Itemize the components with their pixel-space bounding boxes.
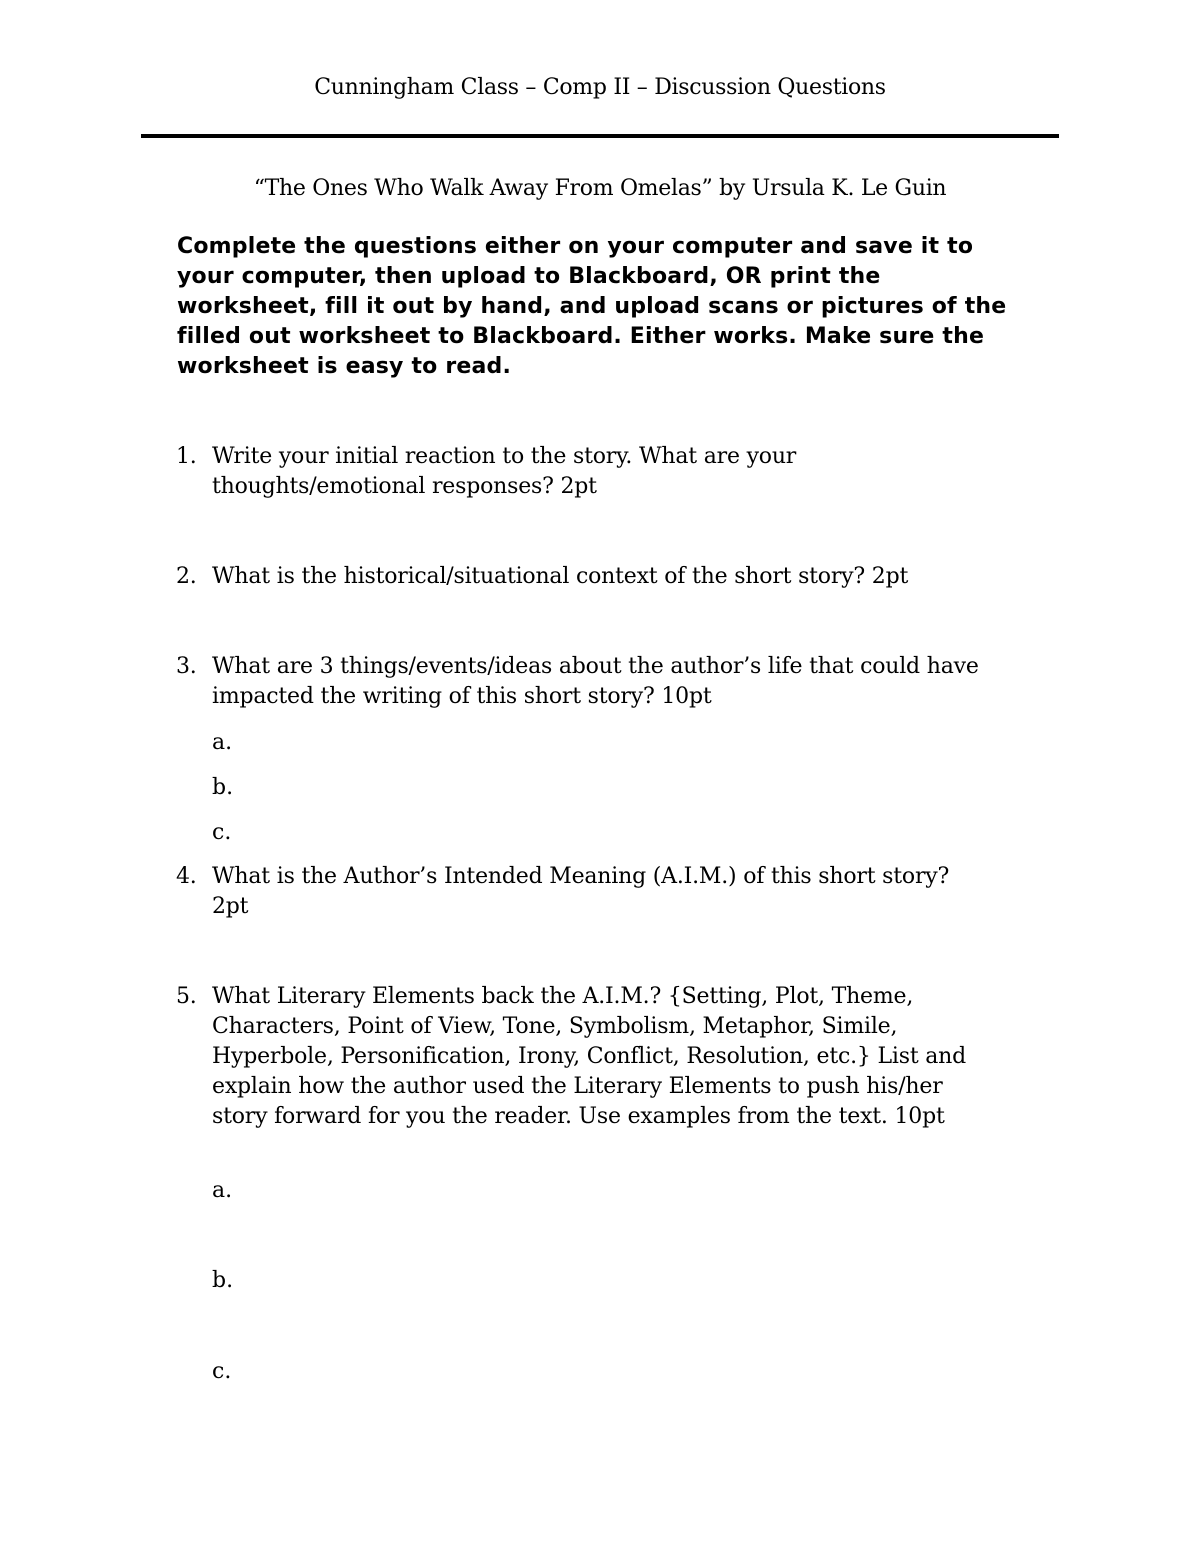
question-text xyxy=(212,442,1066,502)
question-number: 2. xyxy=(176,564,197,589)
answer-item-3b: b. xyxy=(212,775,234,800)
question-text xyxy=(212,652,1066,712)
story-title: “The Ones Who Walk Away From Omelas” by Ursula K. Le Guin xyxy=(253,176,947,201)
answer-item-5b: b. xyxy=(212,1268,234,1293)
instructions-line: your computer, then upload to Blackboard, OR print the xyxy=(177,264,881,289)
question-line: What Literary Elements back the A.I.M.? {Setting, Plot, Theme, xyxy=(212,984,914,1009)
question-number: 1. xyxy=(176,444,197,469)
instructions-line: filled out worksheet to Blackboard. Either works. Make sure the xyxy=(177,324,985,349)
question-text xyxy=(212,982,1066,1132)
question-number: 3. xyxy=(176,654,197,679)
answer-item-3c: c. xyxy=(212,820,232,845)
page-header: Cunningham Class – Comp II – Discussion Questions xyxy=(314,75,886,100)
question-text xyxy=(212,862,1066,922)
instructions-line: worksheet, fill it out by hand, and upload scans or pictures of the xyxy=(177,294,1007,319)
question-line: Characters, Point of View, Tone, Symbolism, Metaphor, Simile, xyxy=(212,1014,898,1039)
question-line: What is the Author’s Intended Meaning (A.I.M.) of this short story? xyxy=(212,864,950,889)
question-line: What are 3 things/events/ideas about the author’s life that could have xyxy=(212,654,979,679)
instructions xyxy=(177,232,1067,382)
header-divider xyxy=(141,134,1059,138)
question-number: 4. xyxy=(176,864,197,889)
answer-item-3a: a. xyxy=(212,730,233,755)
question-line: Write your initial reaction to the story. What are your xyxy=(212,444,797,469)
instructions-line: worksheet is easy to read. xyxy=(177,354,512,379)
question-line: story forward for you the reader. Use examples from the text. 10pt xyxy=(212,1104,945,1129)
question-line: What is the historical/situational context of the short story? 2pt xyxy=(212,564,909,589)
question-line: impacted the writing of this short story? 10pt xyxy=(212,684,712,709)
question-line: 2pt xyxy=(212,894,249,919)
question-text xyxy=(212,562,1066,592)
question-line: thoughts/emotional responses? 2pt xyxy=(212,474,597,499)
answer-item-5c: c. xyxy=(212,1359,232,1384)
question-number: 5. xyxy=(176,984,197,1009)
question-line: explain how the author used the Literary Elements to push his/her xyxy=(212,1074,943,1099)
answer-item-5a: a. xyxy=(212,1178,233,1203)
instructions-line: Complete the questions either on your computer and save it to xyxy=(177,234,974,259)
question-line: Hyperbole, Personification, Irony, Conflict, Resolution, etc.} List and xyxy=(212,1044,967,1069)
